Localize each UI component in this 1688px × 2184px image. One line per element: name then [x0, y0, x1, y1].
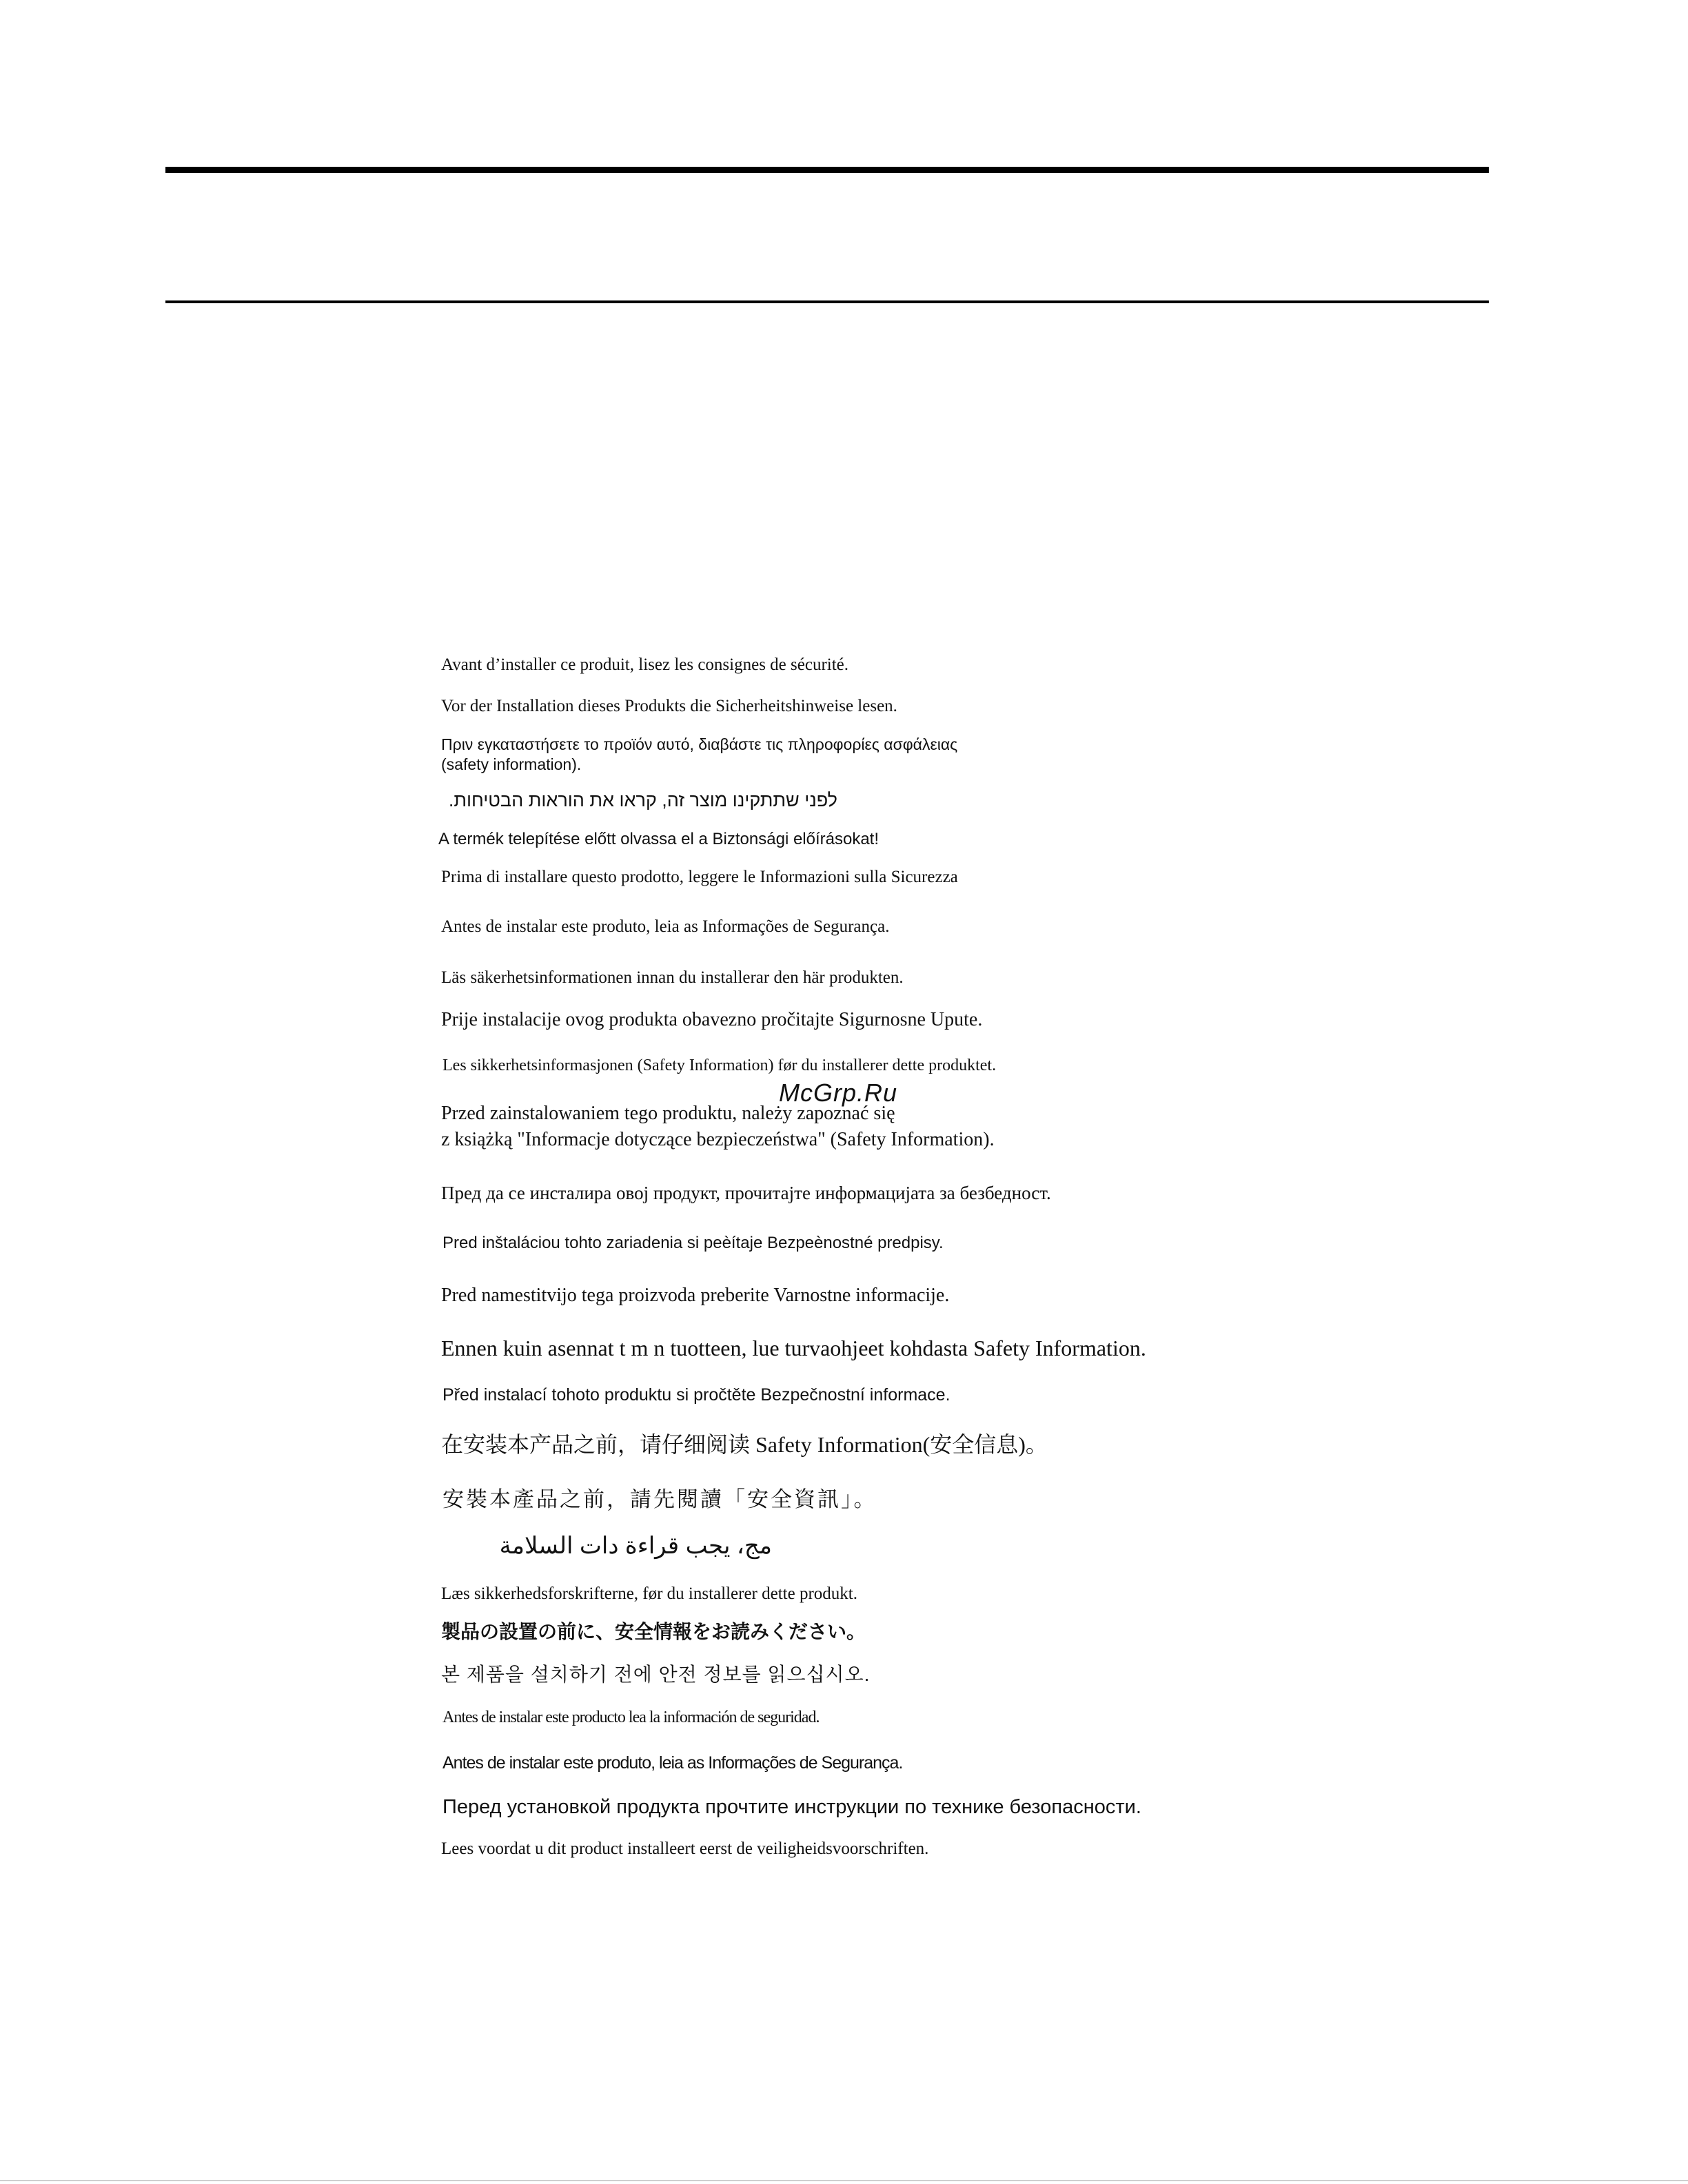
notice-french: Avant d’installer ce produit, lisez les consignes de sécurité. [441, 655, 849, 674]
top-thick-rule [165, 167, 1489, 173]
notice-dutch: Lees voordat u dit product installeert eerst de veiligheidsvoorschriften. [441, 1839, 929, 1858]
notice-spanish: Antes de instalar este producto lea la información de seguridad. [443, 1708, 820, 1726]
notice-danish: Læs sikkerhedsforskrifterne, før du installerer dette produkt. [441, 1584, 857, 1603]
notice-chinese-simplified: 在安装本产品之前，请仔细阅读 Safety Information(安全信息)。 [441, 1432, 1048, 1457]
notice-swedish: Läs säkerhetsinformationen innan du installerar den här produkten. [441, 968, 904, 987]
notice-czech: Před instalací tohoto produktu si pročtěte Bezpečnostní informace. [443, 1385, 950, 1405]
notice-russian: Перед установкой продукта прочтите инструкции по технике безопасности. [443, 1796, 1141, 1818]
notice-greek: Πριν εγκαταστήσετε το προϊόν αυτό, διαβάστε τις πληροφορίες ασφάλειας (safety information). [441, 735, 958, 773]
notice-finnish: Ennen kuin asennat t m n tuotteen, lue turvaohjeet kohdasta Safety Information. [441, 1336, 1146, 1360]
top-thin-rule [165, 300, 1489, 303]
notice-slovenian: Pred namestitvijo tega proizvoda preberite Varnostne informacije. [441, 1285, 950, 1306]
notice-polish-line-1: Przed zainstalowaniem tego produktu, należy zapoznać się [441, 1103, 895, 1124]
notice-hebrew: לפני שתתקינו מוצר זה, קראו את הוראות הבטיחות. [448, 790, 837, 810]
notice-croatian: Prije instalacije ovog produkta obavezno pročitajte Sigurnosne Upute. [441, 1009, 983, 1030]
notice-portuguese-br: Antes de instalar este produto, leia as Informações de Segurança. [441, 917, 890, 936]
notice-arabic: مج، يجب قراءة دات السلامة [499, 1533, 772, 1559]
notice-german: Vor der Installation dieses Produkts die Sicherheitshinweise lesen. [441, 697, 897, 715]
notice-polish-line-2: z książką "Informacje dotyczące bezpieczeństwa" (Safety Information). [441, 1129, 995, 1150]
watermark-text: McGrp.Ru [779, 1079, 898, 1107]
notice-chinese-traditional: 安裝本產品之前，請先閱讀「安全資訊」。 [443, 1487, 877, 1511]
notice-korean: 본 제품을 설치하기 전에 안전 정보를 읽으십시오. [441, 1664, 871, 1685]
notice-norwegian: Les sikkerhetsinformasjonen (Safety Information) før du installerer dette produktet. [443, 1057, 997, 1074]
notice-italian: Prima di installare questo prodotto, leggere le Informazioni sulla Sicurezza [441, 868, 958, 886]
notice-macedonian: Пред да се инсталира овој продукт, прочитајте информацијата за безбедност. [441, 1183, 1051, 1203]
notice-portuguese: Antes de instalar este produto, leia as Informações de Segurança. [443, 1753, 903, 1773]
notice-japanese: 製品の設置の前に、安全情報をお読みください。 [441, 1621, 866, 1642]
page-bottom-edge [0, 2180, 1688, 2181]
notice-hungarian: A termék telepítése előtt olvassa el a Biztonsági előírásokat! [438, 830, 879, 848]
notice-slovak: Pred inštaláciou tohto zariadenia si peèítaje Bezpeènostné predpisy. [443, 1234, 944, 1252]
